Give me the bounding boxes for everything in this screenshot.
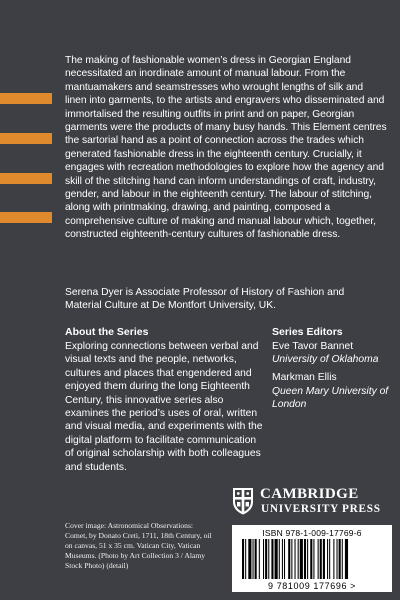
barcode-bar — [284, 539, 285, 579]
barcode-bar — [345, 539, 348, 579]
barcode-bar — [259, 539, 260, 579]
accent-bar — [0, 212, 52, 223]
about-series-heading: About the Series — [65, 326, 149, 338]
barcode-bar — [318, 539, 319, 579]
about-series-text: Exploring connections between verbal and visual texts and the people, networks, cultures and places that engendered and enjoyed them during the long Eighteenth Century, this innovative series also examines the period’s uses of oral, written and visual media, and experiments with the digital platform to facilitate communication of original scholarship with both colleagues and students. — [65, 341, 263, 473]
barcode-bar — [339, 539, 341, 579]
barcode-bar — [282, 539, 283, 579]
barcode-bars — [240, 539, 384, 579]
editor-affiliation: Queen Mary University of London — [272, 385, 389, 410]
barcode-bar — [263, 539, 264, 579]
barcode-bar — [248, 539, 251, 579]
book-abstract: The making of fashionable women’s dress in Georgian England necessitated an inordinate amount of manual labour. From the mantuamakers and seamstresses who wrought lengths of silk and linen into garments, to the artists and engravers who disseminated and immortalised the resulting outfits in print and on paper, Georgian garments were the products of many busy hands. This Element centres the sartorial hand as a point of connection across the trades which generated fashionable dress in the eighteenth century. Crucially, it engages with recreation methodologies to explore how the agency and skill of the stitching hand can inform understandings of craft, industry, gender, and labour in the eighteenth century. The labour of stitching, along with printmaking, drawing, and painting, composed a comprehensive culture of making and manual labour which, together, constructed eighteenth-century cultures of fashionable dress. — [65, 55, 387, 241]
barcode-bar — [333, 539, 334, 579]
editor-name: Markman Ellis — [272, 372, 337, 384]
barcode-bar — [271, 539, 273, 579]
barcode-bar — [265, 539, 267, 579]
accent-bar — [0, 93, 52, 104]
barcode-bar — [313, 539, 314, 579]
series-editors-section — [272, 326, 392, 416]
isbn-label: ISBN 978-1-009-17769-6 — [262, 528, 362, 538]
isbn-barcode — [232, 525, 392, 592]
barcode-bar — [253, 539, 254, 579]
barcode-bar — [304, 539, 306, 579]
accent-bar — [0, 173, 52, 184]
barcode-bar — [255, 539, 257, 579]
publisher-subtitle: UNIVERSITY PRESS — [261, 503, 381, 515]
author-bio: Serena Dyer is Associate Professor of History of Fashion and Material Culture at De Montfort University, UK. — [65, 287, 345, 312]
barcode-bar — [242, 539, 244, 579]
barcode-bar — [298, 539, 299, 579]
barcode-bar — [245, 539, 246, 579]
editor-name: Eve Tavor Bannet — [272, 341, 354, 352]
barcode-bar — [310, 539, 312, 579]
barcode-bar — [275, 539, 278, 579]
editor-entry — [272, 371, 392, 411]
publisher-logo — [232, 487, 392, 517]
publisher-name: CAMBRIDGE — [260, 486, 359, 502]
cover-image-credit: Cover image: Astronomical Observations: Comet, by Donato Creti, 1711, 18th Century, oil on canvas, 51 x 35 cm. Vatican City, Vatican Museums. (Photo by Art Collection 3 / Alamy Stock Photo) (detail) — [65, 521, 212, 571]
barcode-bar — [288, 539, 290, 579]
barcode-bar — [323, 539, 325, 579]
editor-entry — [272, 340, 392, 366]
barcode-bar — [307, 539, 308, 579]
barcode-bar — [329, 539, 330, 579]
editor-affiliation: University of Oklahoma — [272, 354, 379, 366]
series-editors-heading: Series Editors — [272, 326, 343, 338]
cambridge-crest-icon — [232, 487, 254, 515]
barcode-digits: 9 781009 177696 > — [267, 581, 357, 591]
about-series-section — [65, 326, 265, 474]
barcode-bar — [337, 539, 338, 579]
barcode-bar — [279, 539, 280, 579]
barcode-bar — [268, 539, 269, 579]
barcode-bar — [320, 539, 322, 579]
barcode-bar — [295, 539, 296, 579]
barcode-bar — [291, 539, 292, 579]
barcode-bar — [300, 539, 303, 579]
accent-bar — [0, 133, 52, 144]
barcode-bar — [342, 539, 343, 579]
barcode-bar — [327, 539, 328, 579]
